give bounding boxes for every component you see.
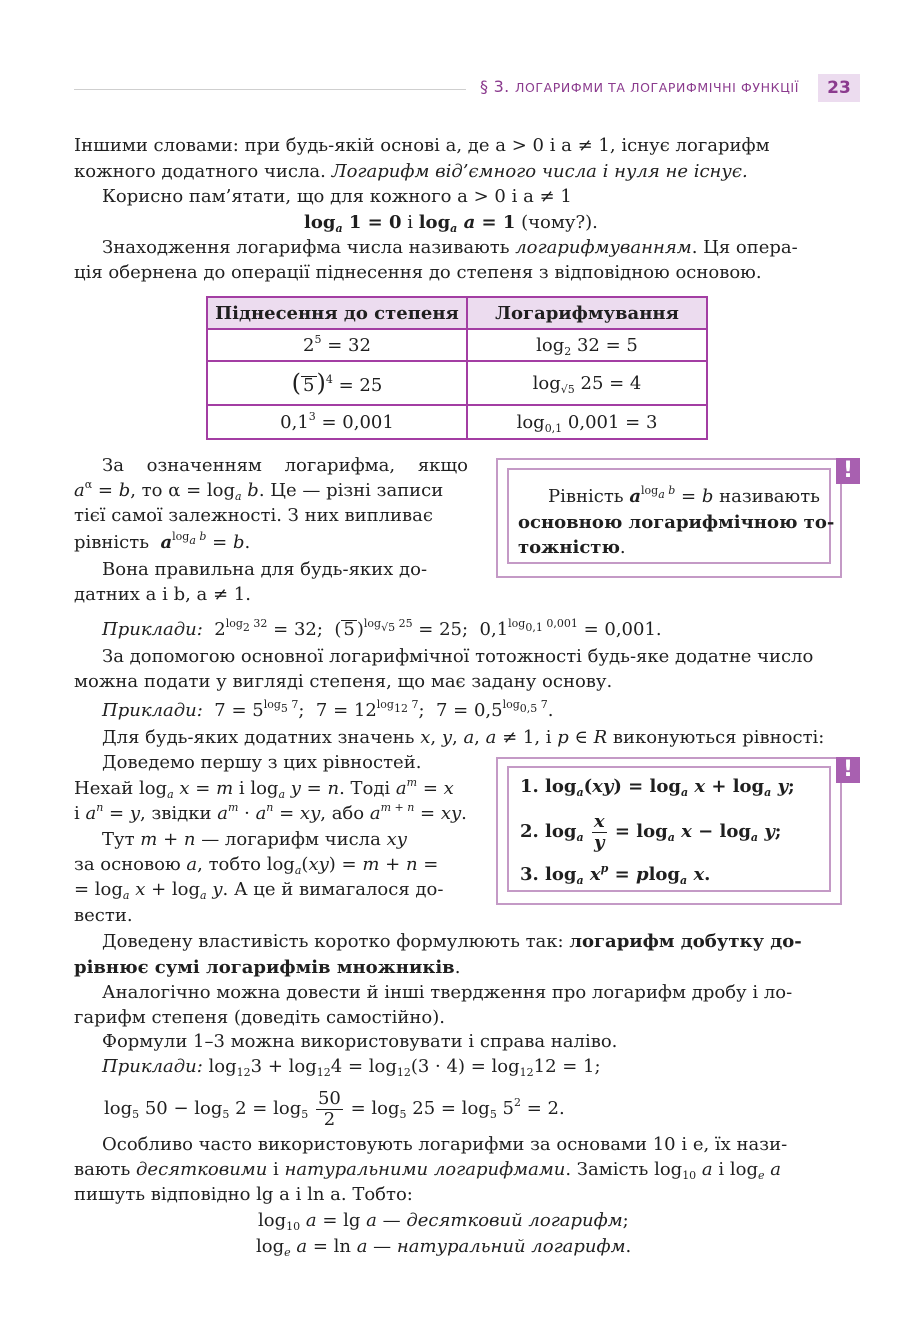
exclamation-icon: ! <box>836 757 860 783</box>
section-title: § 3. ЛОГАРИФМИ ТА ЛОГАРИФМІЧНІ ФУНКЦІЇ <box>480 77 799 96</box>
col2-line-2: Нехай $\log_a x = m$ і $\log_a y = n$. Тоді $a^m = x$ <box>74 776 454 801</box>
para-2-line-1: Корисно пам’ятати, що для кожного a > 0 і a ≠ 1 <box>102 186 572 207</box>
property-1: 1. $\log_a(xy) = \log_a x + \log_a y$; <box>520 776 795 799</box>
table-header-power: Піднесення до степеня <box>207 297 467 329</box>
para-1-line-2: кожного додатного числа. Логарифм від’ємного числа і нуля не існує. <box>74 161 748 182</box>
identity-text-2: основною логарифмічною то- <box>518 512 835 533</box>
para-6-line-1: Доведену властивість коротко формулюють так: логарифм добутку до- <box>102 931 802 952</box>
header-rule <box>74 89 466 90</box>
para-3-line-1: Знаходження логарифма числа називають логарифмуванням. Ця опера- <box>102 237 798 258</box>
col-left-line-3: тієї самої залежності. З них випливає <box>74 505 433 526</box>
para-7-line-1: Аналогічно можна довести й інші твердження про логарифм дробу і ло- <box>102 982 793 1003</box>
para-9-line-2: вають десятковими і натуральними логарифмами. Замість $\log_{10} a$ і $\log_e a$ <box>74 1159 781 1182</box>
col2-line-7: вести. <box>74 905 133 926</box>
examples-line-4: $\log_5 50 - \log_5 2 = \log_5$ $\frac{50}{2}$ = $\log_5 25 = \log_5 5^2 = 2$. <box>104 1087 565 1130</box>
identity-text-3: тожністю. <box>518 537 626 558</box>
table-cell: $\log_{√5} 25 = 4$ <box>467 361 707 405</box>
examples-line-2: Приклади: $7 = 5^{log_5 7}$; $7 = 12^{log_{12} 7}$; $7 = 0,5^{log_{0,5} 7}$. <box>102 698 554 721</box>
table-cell: $\log_{0,1} 0,001 = 3$ <box>467 405 707 439</box>
col-left-line-6: датних a і b, a ≠ 1. <box>74 584 251 605</box>
examples-line-1: Приклади: $2^{log_2 32} = 32$; ( 5 )$^{log_{√5} 25}$ = 25; $0,1^{log_{0,1} 0,001} = 0,001$. <box>102 617 662 640</box>
basic-identities: $\log_a 1 = 0$ і $\log_a a = 1$ (чому?). <box>304 212 598 235</box>
para-7-line-2: гарифм степеня (доведіть самостійно). <box>74 1007 445 1028</box>
property-2: 2. $\log_a$ $\frac{x}{y}$ = $\log_a x - \log_a y$; <box>520 810 782 853</box>
decimal-log-def: $\log_{10} a = \lg a$ — десятковий логарифм; <box>258 1210 629 1233</box>
col-left-line-1: За означенням логарифма, якщо <box>102 455 468 476</box>
para-9-line-3: пишуть відповідно lg a і ln a. Тобто: <box>74 1184 413 1205</box>
col-left-line-2: $a^\alpha = b$, то $\alpha = \log_a b$. Це — різні записи <box>74 478 444 503</box>
para-1-line-1: Іншими словами: при будь-якій основі a, де a > 0 і a ≠ 1, існує логарифм <box>74 135 770 156</box>
table-cell: $\log_2 32 = 5$ <box>467 329 707 361</box>
identity-text-1: Рівність $a^{log_a b} = b$ називають <box>548 484 820 507</box>
table-header-log: Логарифмування <box>467 297 707 329</box>
para-6-line-2: рівнює сумі логарифмів множників. <box>74 957 461 978</box>
col-left-line-4: рівність $a^{log_a b} = b$. <box>74 530 251 553</box>
table-cell: ( 5)$^4$ = 25 <box>207 361 467 405</box>
col2-line-1: Доведемо першу з цих рівностей. <box>102 752 422 773</box>
examples-line-3: Приклади: $\log_{12}3 + \log_{12}4 = \log_{12}(3 \cdot 4) = \log_{12}12 = 1$; <box>102 1056 601 1079</box>
table-cell: $2^5 = 32$ <box>207 329 467 361</box>
exclamation-icon: ! <box>836 458 860 484</box>
para-9-line-1: Особливо часто використовують логарифми за основами 10 і e, їх нази- <box>102 1134 788 1155</box>
col2-line-5: за основою a, тобто $\log_a(xy) = m + n$ = <box>74 854 439 877</box>
property-3: 3. $\log_a x^p = plog_a$ x. <box>520 862 711 887</box>
power-log-table <box>206 296 708 440</box>
para-3-line-2: ція обернена до операції піднесення до степеня з відповідною основою. <box>74 262 762 283</box>
natural-log-def: $\log_e a = \ln a$ — натуральний логарифм. <box>256 1236 632 1259</box>
table-cell: $0,1^3 = 0,001$ <box>207 405 467 439</box>
para-4-line-2: можна подати у вигляді степеня, що має задану основу. <box>74 671 613 692</box>
col2-line-4: Тут m + n — логарифм числа xy <box>102 829 407 850</box>
col2-line-6: = $\log_a x + \log_a y$. А це й вимагалося до- <box>74 879 444 902</box>
col2-line-3: і $a^n = y$, звідки $a^m \cdot a^n$ = xy, або $a^{m + n}$ = xy. <box>74 801 467 824</box>
para-4-line-1: За допомогою основної логарифмічної тотожності будь-яке додатне число <box>102 646 814 667</box>
para-5-line-1: Для будь-яких додатних значень x, y, a, a ≠ 1, і p ∈ R виконуються рівності: <box>102 727 825 748</box>
para-8-line-1: Формули 1–3 можна використовувати і справа наліво. <box>102 1031 618 1052</box>
page-number: 23 <box>818 74 860 102</box>
col-left-line-5: Вона правильна для будь-яких до- <box>102 559 428 580</box>
